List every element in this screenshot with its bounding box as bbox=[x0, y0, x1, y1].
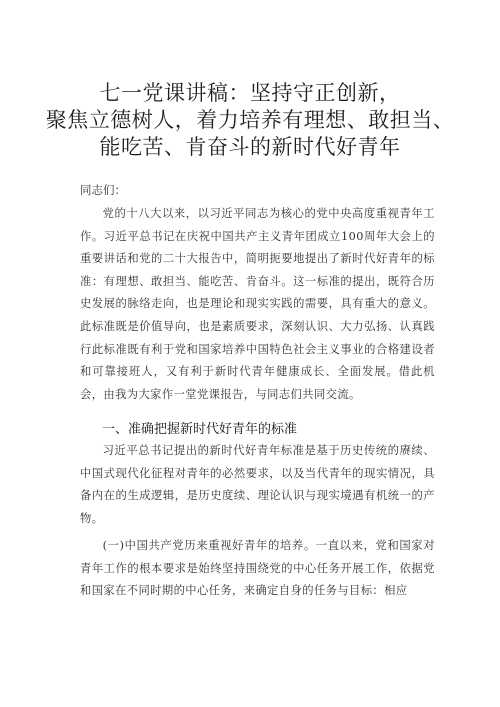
document-title bbox=[40, 80, 460, 161]
paragraph-section-1: 习近平总书记提出的新时代好青年标准是基于历史传统的赓续、中国式现代化征程对青年的必然要求，以及当代青年的现实情况，具备内在的生成逻辑，是历史度续、理论认识与现实境遇有机统一的产物。 bbox=[80, 444, 435, 525]
salutation: 同志们： bbox=[80, 183, 126, 197]
section-heading-1: 一、准确把握新时代好青年的标准 bbox=[102, 422, 298, 437]
title-line-1: 七一党课讲稿：坚持守正创新， bbox=[99, 81, 401, 105]
title-line-3: 能吃苦、肯奋斗的新时代好青年 bbox=[99, 135, 401, 159]
title-line-2: 聚焦立德树人，着力培养有理想、敢担当、 bbox=[45, 108, 455, 132]
paragraph-intro: 党的十八大以来，以习近平同志为核心的党中央高度重视青年工作。习近平总书记在庆祝中国共产主义青年团成立100周年大会上的重要讲话和党的二十大报告中，简明扼要地提出了新时代好青年的标准：有理想、敢担当、能吃苦、肯奋斗。这一标准的提出，既符合历史发展的脉络走向，也是理论和现实实践的需要，具有重大的意义。此标准既是价值导向，也是素质要求，深刻认识、大力弘扬、认真践行此标准既有利于党和国家培养中国特色社会主义事业的合格建设者和可靠接班人，又有利于新时代青年健康成长、全面发展。借此机会，由我为大家作一堂党课报告，与同志们共同交流。 bbox=[80, 207, 435, 401]
paragraph-subsection-1: (一)中国共产党历来重视好青年的培养。一直以来，党和国家对青年工作的根本要求是始终坚持围绕党的中心任务开展工作，依据党和国家在不同时期的中心任务，来确定自身的任务与目标：相应 bbox=[80, 539, 435, 598]
